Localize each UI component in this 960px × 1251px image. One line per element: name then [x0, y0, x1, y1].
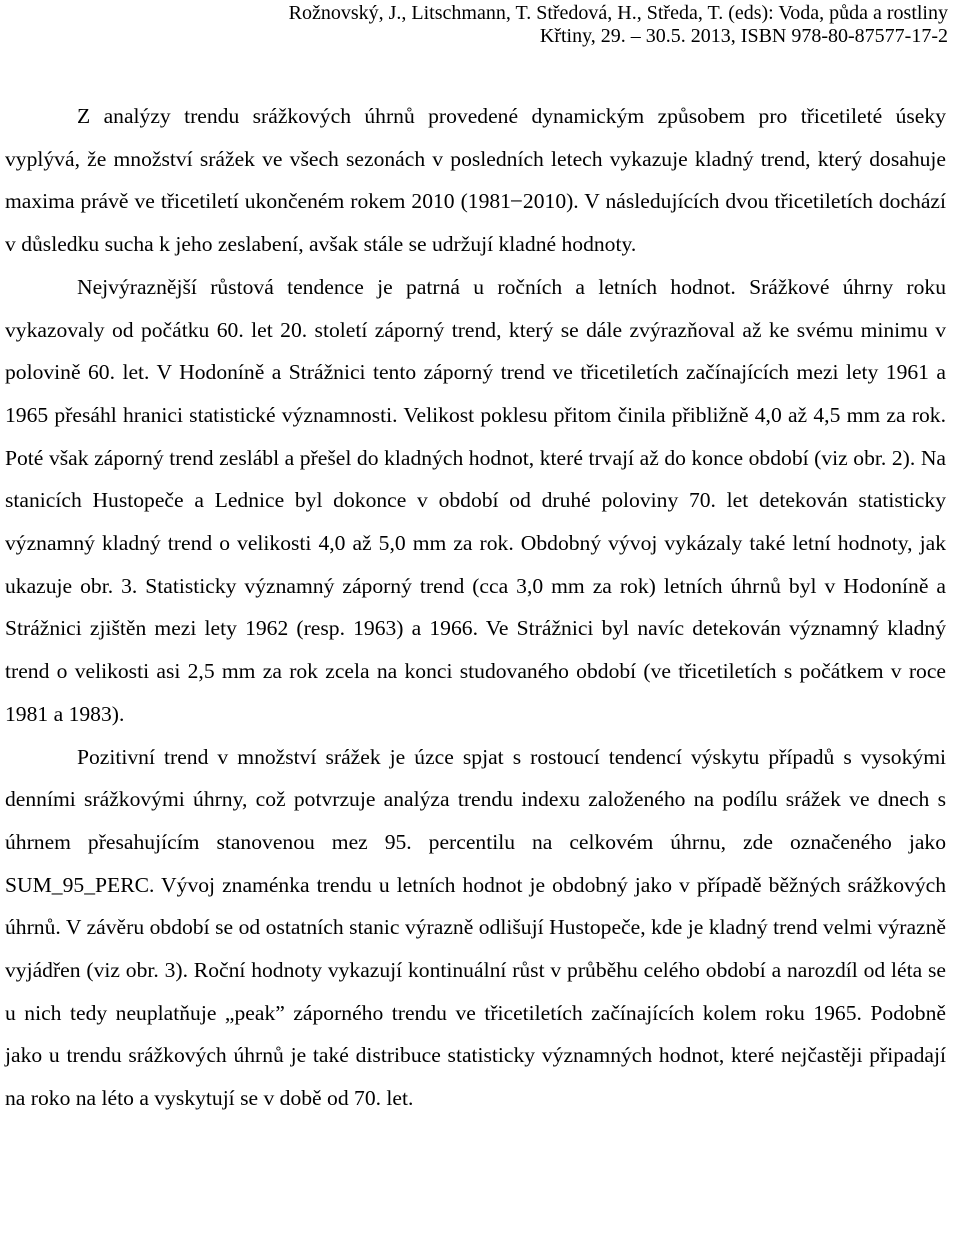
header-conference-info: Křtiny, 29. – 30.5. 2013, ISBN 978-80-87577-17-2: [539, 25, 948, 47]
running-header: [289, 2, 948, 48]
header-citation: Rožnovský, J., Litschmann, T. Středová, H., Středa, T. (eds): Voda, půda a rostliny: [288, 2, 948, 24]
body-text: [5, 95, 946, 1120]
paragraph-extreme-precipitation: Pozitivní trend v množství srážek je úzce spjat s rostoucí tendencí výskytu případů s vysokými denními srážkovými úhrny, což potvrzuje analýza trendu indexu založeného na podílu srážek ve dnech s úhrnem přesahujícím stanovenou mez 95. percentilu na celkovém úhrnu, zde označeného jako SUM_95_PERC. Vývoj znaménka trendu u letních hodnot je obdobný jako v případě běžných srážkových úhrnů. V závěru období se od ostatních stanic výrazně odlišují Hustopeče, kde je kladný trend velmi výrazně vyjádřen (viz obr. 3). Roční hodnoty vykazují kontinuální růst v průběhu celého období a narozdíl od léta se u nich tedy neuplatňuje „peak” záporného trendu ve třicetiletích začínajících kolem roku 1965. Podobně jako u trendu srážkových úhrnů je také distribuce statisticky významných hodnot, které nejčastěji připadají na roko na léto a vyskytují se v době od 70. let.: [5, 744, 946, 1111]
paragraph-annual-summer-trends: Nejvýraznější růstová tendence je patrná u ročních a letních hodnot. Srážkové úhrny roku vykazovaly od počátku 60. let 20. století záporný trend, který se dále zvýrazňoval až ke svému minimu v polovině 60. let. V Hodoníně a Strážnici tento záporný trend ve třicetiletích začínajících mezi lety 1961 a 1965 přesáhl hranici statistické významnosti. Velikost poklesu přitom činila přibližně 4,0 až 4,5 mm za rok. Poté však záporný trend zeslábl a přešel do kladných hodnot, které trvají až do konce období (viz obr. 2). Na stanicích Hustopeče a Lednice byl dokonce v období od druhé poloviny 70. let detekován statisticky významný kladný trend o velikosti 4,0 až 5,0 mm za rok. Obdobný vývoj vykázaly také letní hodnoty, jak ukazuje obr. 3. Statisticky významný záporný trend (cca 3,0 mm za rok) letních úhrnů byl v Hodoníně a Strážnici zjištěn mezi lety 1962 (resp. 1963) a 1966. Ve Strážnici byl navíc detekován významný kladný trend o velikosti asi 2,5 mm za rok zcela na konci studovaného období (ve třicetiletích s počátkem v roce 1981 a 1983).: [5, 274, 946, 726]
paragraph-trend-analysis: Z analýzy trendu srážkových úhrnů provedené dynamickým způsobem pro třicetileté úseky vyplývá, že množství srážek ve všech sezonách v posledních letech vykazuje kladný trend, který dosahuje maxima právě ve třicetiletí ukončeném rokem 2010 (1981 ̶ 2010). V následujících dvou třicetiletích dochází v důsledku sucha k jeho zeslabení, avšak stále se udržují kladné hodnoty.: [5, 104, 946, 257]
